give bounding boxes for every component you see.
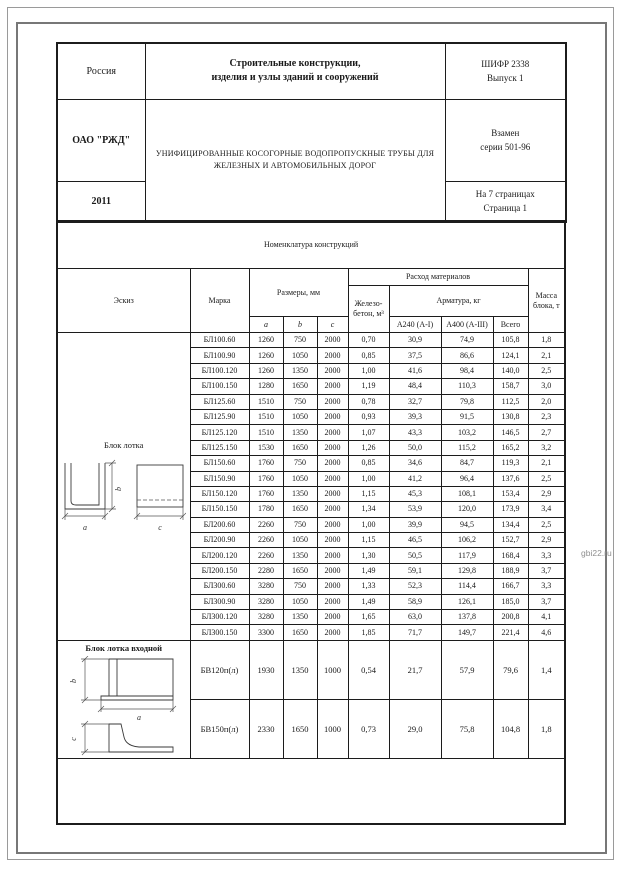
- cell-b: 1350: [283, 425, 317, 440]
- cell-c: 2000: [317, 533, 348, 548]
- channel-block-sketch-icon: [61, 453, 186, 533]
- cell-a240: 34,6: [389, 456, 441, 471]
- col-header-mark: Марка: [190, 269, 249, 333]
- cell-total: 166,7: [493, 579, 528, 594]
- cell-mark: БЛ200.120: [190, 548, 249, 563]
- cell-c: 2000: [317, 348, 348, 363]
- cell-b: 1650: [283, 502, 317, 517]
- cell-a400: 94,5: [441, 517, 493, 532]
- cell-b: 1350: [283, 548, 317, 563]
- cell-b: 1650: [283, 700, 317, 759]
- cell-concrete: 0,93: [348, 409, 389, 424]
- cell-mark: БЛ200.90: [190, 533, 249, 548]
- cell-concrete: 1,26: [348, 440, 389, 455]
- cell-a240: 45,3: [389, 486, 441, 501]
- cell-mass: 4,6: [528, 625, 565, 640]
- cell-a400: 75,8: [441, 700, 493, 759]
- document-title: УНИФИЦИРОВАННЫЕ КОСОГОРНЫЕ ВОДОПРОПУСКНЫЕ ТРУБЫ ДЛЯ ЖЕЛЕЗНЫХ И АВТОМОБИЛЬНЫХ ДОРОГ: [145, 99, 445, 222]
- cell-b: 1650: [283, 625, 317, 640]
- cell-b: 1050: [283, 471, 317, 486]
- cell-a400: 137,8: [441, 610, 493, 625]
- cell-a400: 110,3: [441, 379, 493, 394]
- year-label: 2011: [57, 181, 145, 222]
- cell-mass: 3,3: [528, 579, 565, 594]
- cell-concrete: 1,30: [348, 548, 389, 563]
- cell-concrete: 1,65: [348, 610, 389, 625]
- cell-c: 1000: [317, 700, 348, 759]
- cell-mark: БЛ100.60: [190, 333, 249, 348]
- cell-mark: БВ150п(л): [190, 700, 249, 759]
- cell-a240: 41,6: [389, 363, 441, 378]
- cell-total: 185,0: [493, 594, 528, 609]
- cell-concrete: 1,00: [348, 471, 389, 486]
- page-number: Страница 1: [483, 203, 528, 214]
- cell-a240: 50,5: [389, 548, 441, 563]
- cell-a400: 84,7: [441, 456, 493, 471]
- cell-a: 1510: [249, 425, 283, 440]
- cell-c: 2000: [317, 425, 348, 440]
- cell-total: 158,7: [493, 379, 528, 394]
- col-header-dim-b: b: [283, 317, 317, 333]
- cell-concrete: 1,15: [348, 533, 389, 548]
- cell-a240: 59,1: [389, 563, 441, 578]
- cell-c: 2000: [317, 625, 348, 640]
- cell-a400: 79,8: [441, 394, 493, 409]
- cell-a400: 74,9: [441, 333, 493, 348]
- col-header-consumption: Расход материалов: [348, 269, 528, 286]
- cell-total: 152,7: [493, 533, 528, 548]
- sketch-cell: [57, 333, 190, 641]
- cell-mass: 1,8: [528, 700, 565, 759]
- cell-a400: 108,1: [441, 486, 493, 501]
- cell-c: 2000: [317, 486, 348, 501]
- cell-total: 146,5: [493, 425, 528, 440]
- cell-b: 750: [283, 456, 317, 471]
- doc-code: ШИФР 2338: [481, 58, 530, 69]
- cell-total: 165,2: [493, 440, 528, 455]
- sketch-label: Блок лотка: [104, 439, 144, 450]
- pages-count: На 7 страницах: [475, 188, 535, 199]
- empty-band: [57, 759, 565, 825]
- cell-concrete: 1,49: [348, 594, 389, 609]
- cell-a: 3280: [249, 579, 283, 594]
- cell-a: 1260: [249, 348, 283, 363]
- cell-a400: 57,9: [441, 640, 493, 699]
- cell-a400: 103,2: [441, 425, 493, 440]
- cell-a: 1530: [249, 440, 283, 455]
- cell-mark: БЛ300.60: [190, 579, 249, 594]
- doc-issue: Выпуск 1: [487, 73, 524, 84]
- cell-mass: 2,9: [528, 486, 565, 501]
- cell-total: 79,6: [493, 640, 528, 699]
- cell-concrete: 1,85: [348, 625, 389, 640]
- cell-a400: 98,4: [441, 363, 493, 378]
- cell-a240: 21,7: [389, 640, 441, 699]
- cell-concrete: 0,78: [348, 394, 389, 409]
- sketch-block-lotka: [59, 333, 189, 640]
- cell-mass: 2,0: [528, 394, 565, 409]
- table-row: [57, 640, 565, 699]
- series-title: [145, 43, 445, 99]
- cell-total: 140,0: [493, 363, 528, 378]
- cell-mark: БЛ200.150: [190, 563, 249, 578]
- cell-total: 134,4: [493, 517, 528, 532]
- cell-a: 1760: [249, 471, 283, 486]
- cell-b: 1350: [283, 363, 317, 378]
- cell-mark: БЛ150.90: [190, 471, 249, 486]
- cell-total: 188,9: [493, 563, 528, 578]
- cell-concrete: 1,00: [348, 517, 389, 532]
- cell-c: 2000: [317, 440, 348, 455]
- cell-a240: 52,3: [389, 579, 441, 594]
- cell-mark: БЛ300.90: [190, 594, 249, 609]
- svg-text:a: a: [137, 713, 142, 723]
- cell-b: 750: [283, 517, 317, 532]
- cell-a240: 63,0: [389, 610, 441, 625]
- series-title-line2: изделия и узлы зданий и сооружений: [211, 72, 379, 84]
- table-title: Номенклатура конструкций: [57, 221, 565, 269]
- cell-mass: 3,7: [528, 594, 565, 609]
- cell-a240: 30,9: [389, 333, 441, 348]
- cell-a: 1260: [249, 333, 283, 348]
- cell-a: 1510: [249, 409, 283, 424]
- cell-concrete: 1,33: [348, 579, 389, 594]
- cell-mass: 2,5: [528, 363, 565, 378]
- cell-total: 130,8: [493, 409, 528, 424]
- cell-a: 2260: [249, 517, 283, 532]
- cell-b: 1050: [283, 594, 317, 609]
- col-header-a400: А400 (А-III): [441, 317, 493, 333]
- cell-mark: БЛ125.150: [190, 440, 249, 455]
- col-header-sketch: Эскиз: [57, 269, 190, 333]
- cell-c: 2000: [317, 379, 348, 394]
- cell-concrete: 1,49: [348, 563, 389, 578]
- cell-a: 1510: [249, 394, 283, 409]
- cell-b: 1650: [283, 440, 317, 455]
- cell-mark: БЛ100.90: [190, 348, 249, 363]
- cell-b: 1050: [283, 409, 317, 424]
- cell-a400: 120,0: [441, 502, 493, 517]
- cell-mass: 2,5: [528, 471, 565, 486]
- cell-b: 1050: [283, 348, 317, 363]
- cell-c: 2000: [317, 610, 348, 625]
- cell-mark: БЛ125.90: [190, 409, 249, 424]
- cell-concrete: 0,73: [348, 700, 389, 759]
- cell-a400: 129,8: [441, 563, 493, 578]
- col-header-total: Всего: [493, 317, 528, 333]
- cell-mark: БЛ100.120: [190, 363, 249, 378]
- cell-total: 119,3: [493, 456, 528, 471]
- cell-a400: 149,7: [441, 625, 493, 640]
- cell-concrete: 0,54: [348, 640, 389, 699]
- cell-concrete: 1,15: [348, 486, 389, 501]
- svg-text:c: c: [69, 737, 79, 742]
- cell-a240: 37,5: [389, 348, 441, 363]
- cell-a400: 106,2: [441, 533, 493, 548]
- cell-c: 2000: [317, 333, 348, 348]
- cell-a: 3280: [249, 594, 283, 609]
- cell-total: 173,9: [493, 502, 528, 517]
- header-table: [56, 42, 567, 223]
- col-header-dim-c: c: [317, 317, 348, 333]
- cell-c: 2000: [317, 517, 348, 532]
- cell-a: 1760: [249, 486, 283, 501]
- series-title-line1: Строительные конструкции,: [229, 57, 361, 69]
- cell-mass: 2,7: [528, 425, 565, 440]
- col-header-concrete: Железо-бетон, м³: [348, 286, 389, 333]
- cell-c: 2000: [317, 394, 348, 409]
- cell-a: 1760: [249, 456, 283, 471]
- cell-mass: 3,3: [528, 548, 565, 563]
- cell-mark: БЛ150.60: [190, 456, 249, 471]
- cell-a: 1780: [249, 502, 283, 517]
- cell-mass: 3,0: [528, 379, 565, 394]
- cell-a: 3280: [249, 610, 283, 625]
- inlet-block-sketch-icon: [61, 656, 186, 758]
- cell-mark: БВ120п(л): [190, 640, 249, 699]
- cell-a240: 41,2: [389, 471, 441, 486]
- cell-b: 1050: [283, 533, 317, 548]
- cell-c: 2000: [317, 579, 348, 594]
- col-header-a240: А240 (А-I): [389, 317, 441, 333]
- sketch-label: Блок лотка входной: [85, 642, 163, 653]
- cell-c: 2000: [317, 456, 348, 471]
- cell-mass: 2,9: [528, 533, 565, 548]
- cell-concrete: 1,34: [348, 502, 389, 517]
- cell-concrete: 1,19: [348, 379, 389, 394]
- doc-code-cell: [445, 43, 566, 99]
- cell-a240: 50,0: [389, 440, 441, 455]
- cell-b: 1350: [283, 486, 317, 501]
- cell-mass: 2,3: [528, 409, 565, 424]
- cell-b: 1350: [283, 640, 317, 699]
- cell-mark: БЛ125.60: [190, 394, 249, 409]
- cell-a400: 91,5: [441, 409, 493, 424]
- cell-b: 1650: [283, 379, 317, 394]
- cell-b: 750: [283, 394, 317, 409]
- cell-a240: 32,7: [389, 394, 441, 409]
- cell-concrete: 0,85: [348, 456, 389, 471]
- cell-mark: БЛ125.120: [190, 425, 249, 440]
- cell-c: 2000: [317, 563, 348, 578]
- cell-a400: 117,9: [441, 548, 493, 563]
- svg-text:c: c: [158, 523, 163, 533]
- cell-total: 105,8: [493, 333, 528, 348]
- replaces-cell: [445, 99, 566, 181]
- cell-total: 200,8: [493, 610, 528, 625]
- cell-concrete: 1,07: [348, 425, 389, 440]
- sketch-cell: [57, 640, 190, 759]
- sketch-block-lotka-vhodnoy: [59, 641, 189, 759]
- cell-c: 1000: [317, 640, 348, 699]
- cell-total: 168,4: [493, 548, 528, 563]
- cell-mass: 2,1: [528, 348, 565, 363]
- cell-mass: 3,2: [528, 440, 565, 455]
- nomenclature-table: [56, 220, 566, 825]
- cell-a: 1260: [249, 363, 283, 378]
- cell-b: 1350: [283, 610, 317, 625]
- cell-a: 1280: [249, 379, 283, 394]
- table-row: [57, 333, 565, 348]
- pages-cell: [445, 181, 566, 222]
- cell-a400: 96,4: [441, 471, 493, 486]
- cell-a400: 86,6: [441, 348, 493, 363]
- cell-c: 2000: [317, 471, 348, 486]
- col-header-dim-a: a: [249, 317, 283, 333]
- cell-total: 124,1: [493, 348, 528, 363]
- svg-text:b: b: [69, 679, 79, 684]
- replaces-line2: серии 501-96: [480, 142, 531, 152]
- cell-mass: 3,4: [528, 502, 565, 517]
- cell-mass: 2,5: [528, 517, 565, 532]
- cell-a: 1930: [249, 640, 283, 699]
- cell-a240: 39,9: [389, 517, 441, 532]
- cell-a240: 58,9: [389, 594, 441, 609]
- cell-a240: 39,3: [389, 409, 441, 424]
- cell-total: 221,4: [493, 625, 528, 640]
- cell-mark: БЛ150.150: [190, 502, 249, 517]
- cell-mass: 4,1: [528, 610, 565, 625]
- cell-mark: БЛ150.120: [190, 486, 249, 501]
- cell-mark: БЛ300.150: [190, 625, 249, 640]
- cell-a: 2280: [249, 563, 283, 578]
- cell-c: 2000: [317, 548, 348, 563]
- cell-a400: 115,2: [441, 440, 493, 455]
- cell-b: 750: [283, 333, 317, 348]
- cell-c: 2000: [317, 594, 348, 609]
- cell-mass: 3,7: [528, 563, 565, 578]
- watermark: gbi22.ru: [581, 548, 612, 558]
- country-label: Россия: [57, 43, 145, 99]
- cell-a400: 114,4: [441, 579, 493, 594]
- cell-a240: 43,3: [389, 425, 441, 440]
- cell-mass: 1,8: [528, 333, 565, 348]
- svg-text:b: b: [114, 487, 124, 492]
- cell-c: 2000: [317, 363, 348, 378]
- cell-a: 2260: [249, 533, 283, 548]
- cell-total: 153,4: [493, 486, 528, 501]
- cell-total: 137,6: [493, 471, 528, 486]
- cell-a: 2260: [249, 548, 283, 563]
- cell-mass: 1,4: [528, 640, 565, 699]
- cell-concrete: 1,00: [348, 363, 389, 378]
- cell-mark: БЛ200.60: [190, 517, 249, 532]
- cell-a: 3300: [249, 625, 283, 640]
- cell-a240: 71,7: [389, 625, 441, 640]
- cell-b: 1650: [283, 563, 317, 578]
- col-header-dimensions: Размеры, мм: [249, 269, 348, 317]
- cell-a: 2330: [249, 700, 283, 759]
- cell-c: 2000: [317, 502, 348, 517]
- cell-a400: 126,1: [441, 594, 493, 609]
- svg-text:a: a: [83, 523, 88, 533]
- cell-total: 104,8: [493, 700, 528, 759]
- cell-concrete: 0,70: [348, 333, 389, 348]
- cell-b: 750: [283, 579, 317, 594]
- cell-a240: 29,0: [389, 700, 441, 759]
- cell-mark: БЛ100.150: [190, 379, 249, 394]
- col-header-mass: Масса блока, т: [528, 269, 565, 333]
- cell-a240: 46,5: [389, 533, 441, 548]
- cell-a240: 53,9: [389, 502, 441, 517]
- cell-a240: 48,4: [389, 379, 441, 394]
- cell-mark: БЛ300.120: [190, 610, 249, 625]
- cell-concrete: 0,85: [348, 348, 389, 363]
- cell-c: 2000: [317, 409, 348, 424]
- col-header-rebar: Арматура, кг: [389, 286, 528, 317]
- replaces-line1: Взамен: [491, 127, 520, 138]
- cell-total: 112,5: [493, 394, 528, 409]
- cell-mass: 2,1: [528, 456, 565, 471]
- organization-label: ОАО "РЖД": [57, 99, 145, 181]
